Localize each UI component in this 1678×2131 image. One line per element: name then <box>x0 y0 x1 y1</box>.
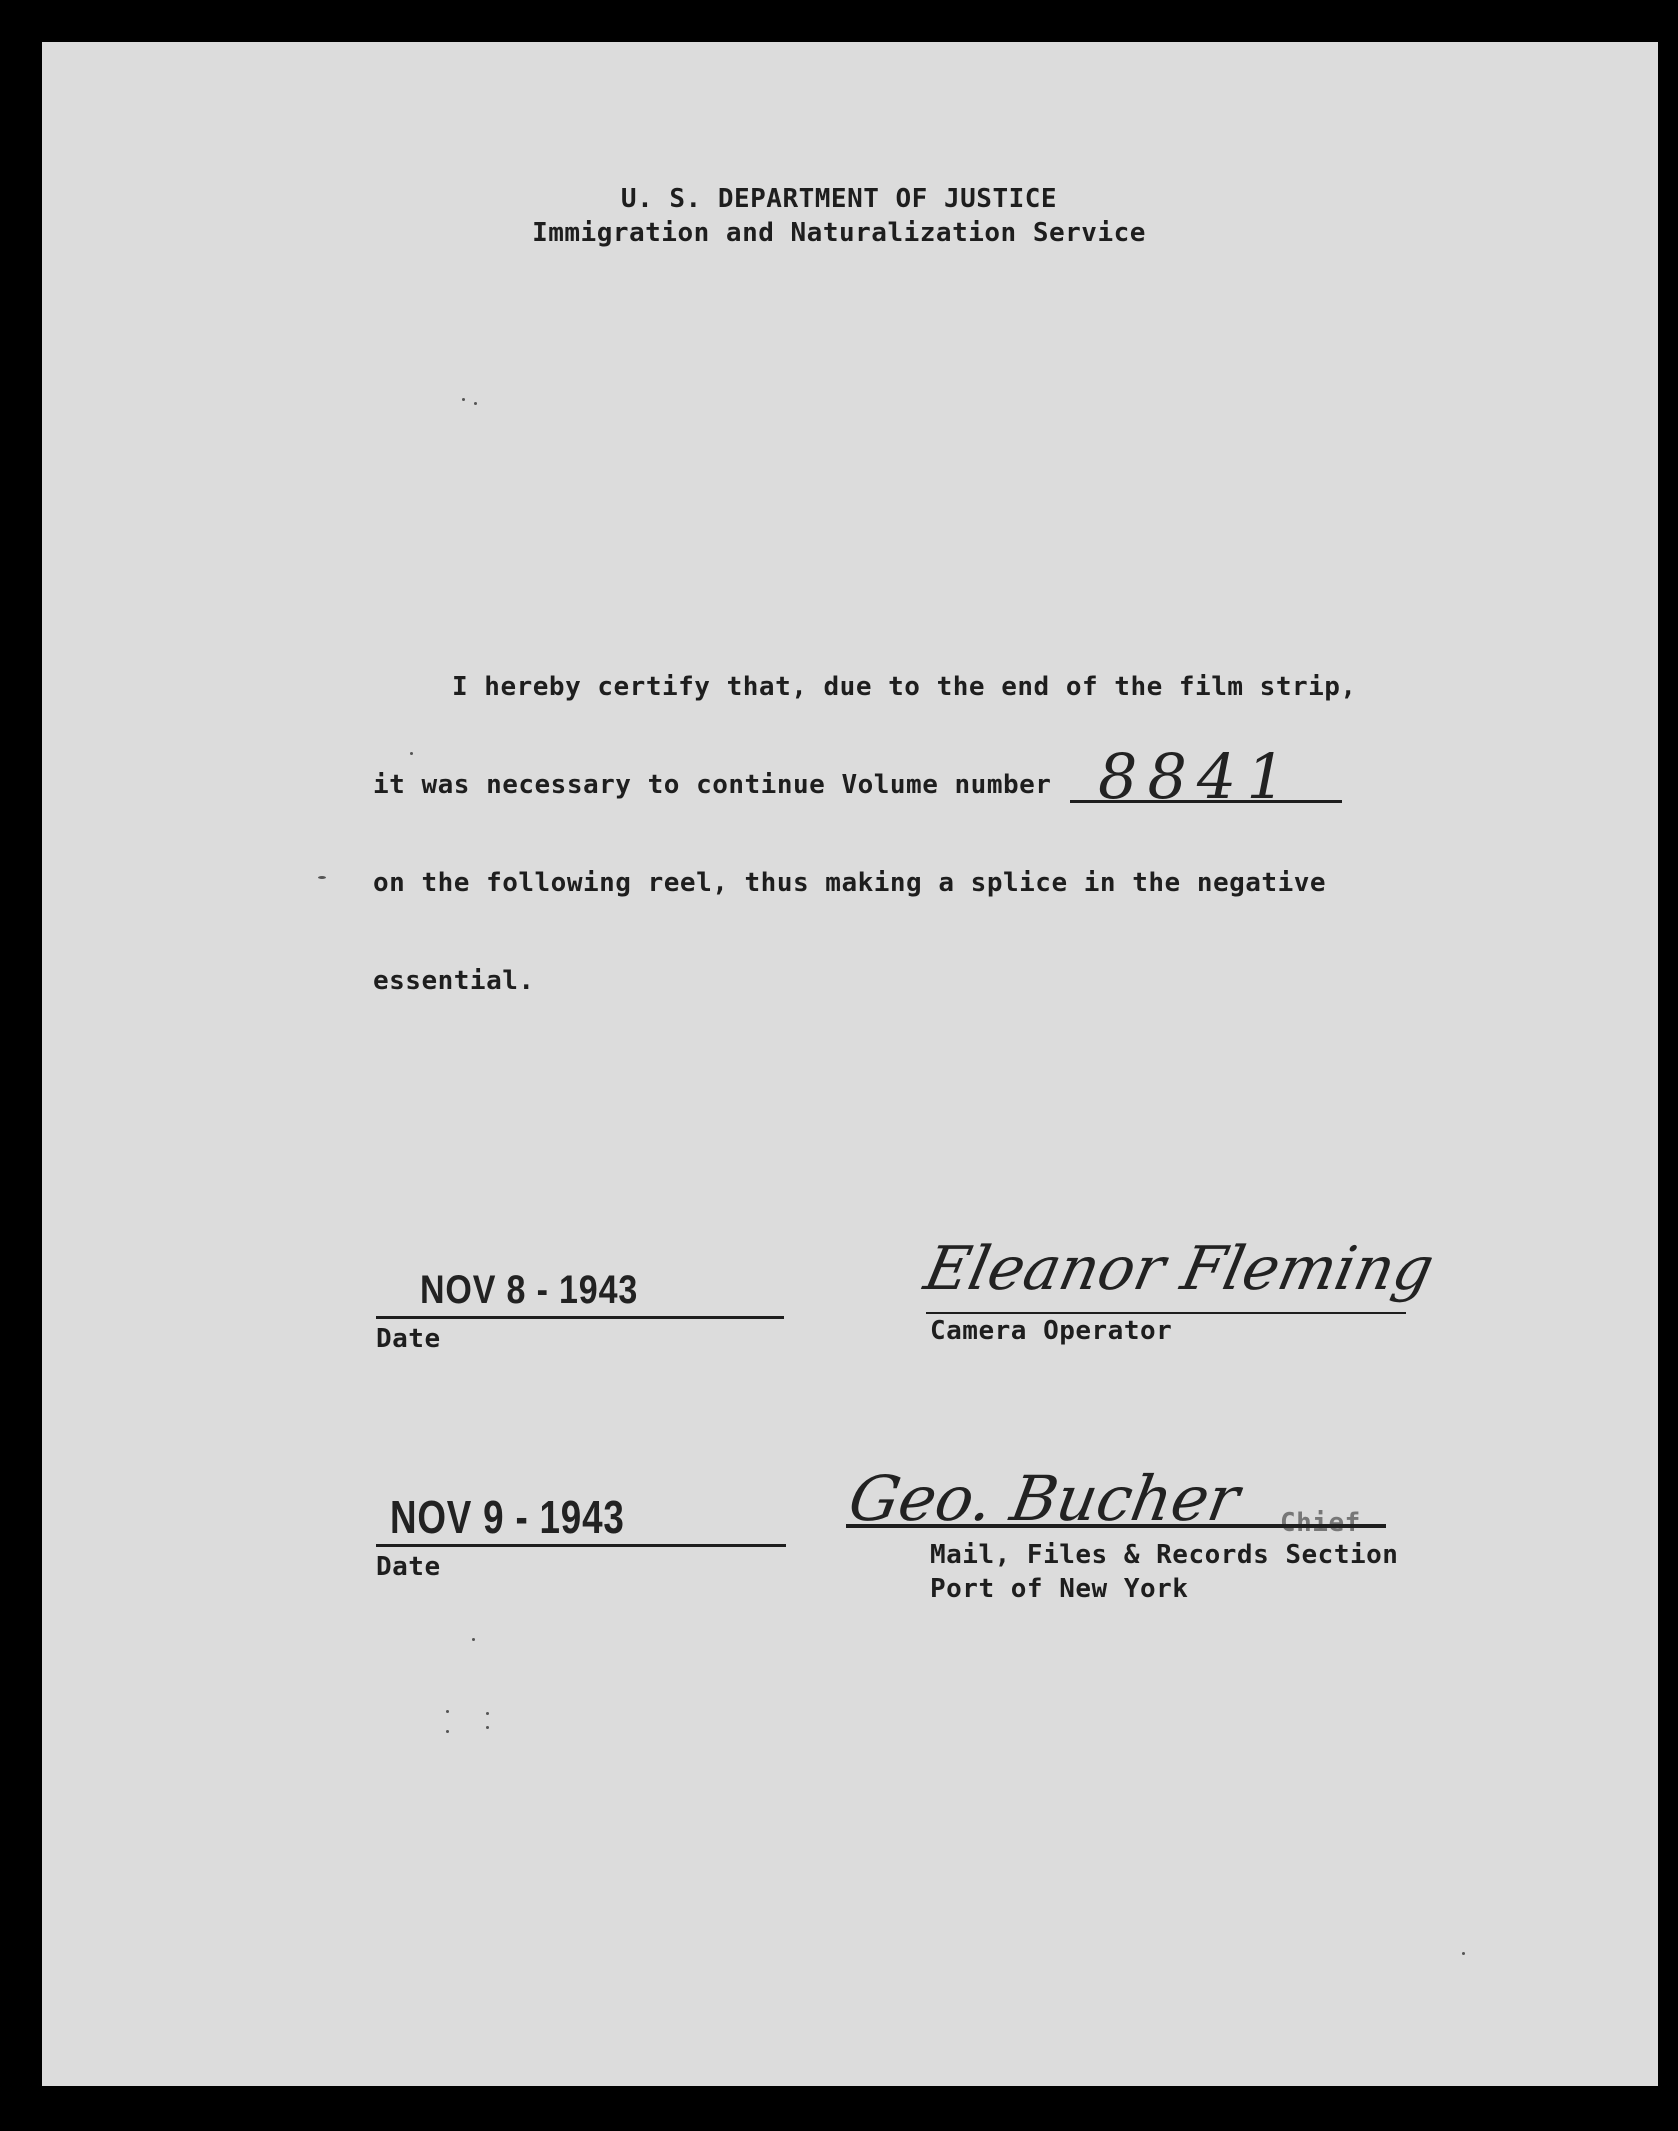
chief-signature: Geo. Bucher <box>843 1462 1245 1535</box>
scan-speck <box>318 876 326 879</box>
scan-speck <box>486 1726 489 1729</box>
chief-label-struck: Chief <box>1280 1508 1361 1538</box>
scan-speck <box>486 1712 489 1715</box>
operator-underline <box>926 1312 1406 1314</box>
scan-speck <box>446 1710 449 1713</box>
scan-speck <box>410 752 413 755</box>
operator-signature: Eleanor Fleming <box>918 1234 1440 1304</box>
body-line-4: essential. <box>373 966 535 996</box>
date-2-label: Date <box>376 1552 441 1582</box>
department-title: U. S. DEPARTMENT OF JUSTICE <box>620 184 1058 214</box>
scan-speck <box>462 398 465 401</box>
service-title: Immigration and Naturalization Service <box>532 218 1146 248</box>
date-2-underline <box>376 1544 786 1547</box>
port-name: Port of New York <box>930 1574 1189 1604</box>
body-line-3: on the following reel, thus making a splice in the negative <box>373 868 1327 898</box>
date-stamp-1: NOV 8 - 1943 <box>420 1268 639 1312</box>
chief-signature-line <box>846 1524 1386 1528</box>
scan-speck <box>472 1638 475 1641</box>
operator-label: Camera Operator <box>930 1316 1173 1346</box>
date-stamp-2: NOV 9 - 1943 <box>390 1491 625 1543</box>
scan-speck <box>1462 1952 1465 1955</box>
date-1-underline <box>376 1316 784 1319</box>
body-line-1: I hereby certify that, due to the end of the film strip, <box>452 672 1357 702</box>
scan-speck <box>474 402 477 405</box>
date-1-label: Date <box>376 1324 441 1354</box>
document-page <box>42 42 1658 2086</box>
section-name: Mail, Files & Records Section <box>930 1540 1399 1570</box>
body-line-2: it was necessary to continue Volume number <box>373 770 1052 800</box>
scan-speck <box>446 1730 449 1733</box>
volume-number: 8841 <box>1098 740 1296 813</box>
